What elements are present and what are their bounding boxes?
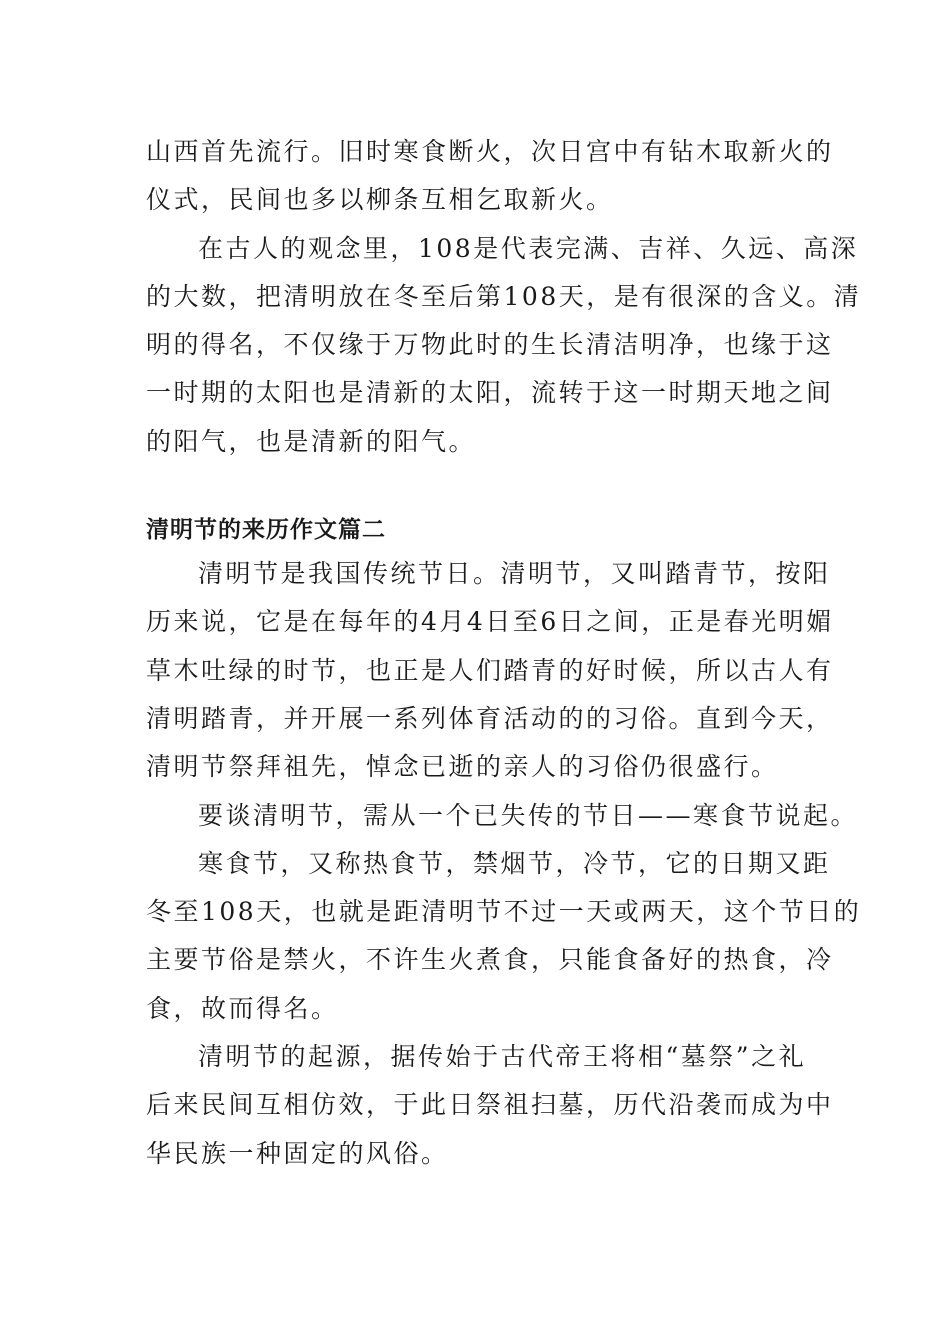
text-line: 冬至108天，也就是距清明节不过一天或两天，这个节日的: [146, 897, 862, 927]
text-line: 的阳气，也是清新的阳气。: [146, 426, 477, 456]
paragraph-hanshi-intro: [146, 792, 859, 840]
text-line: 要谈清明节，需从一个已失传的节日——寒食节说起。: [198, 800, 859, 830]
text-line: 历来说，它是在每年的4月4日至6日之间，正是春光明媚: [146, 607, 834, 637]
text-line: 后来民间互相仿效，于此日祭祖扫墓，历代沿袭而成为中: [146, 1090, 834, 1120]
section-gap: [146, 466, 812, 510]
text-line: 明的得名，不仅缘于万物此时的生长清洁明净，也缘于这: [146, 330, 834, 360]
text-line: 华民族一种固定的风俗。: [146, 1138, 449, 1168]
section-heading: 清明节的来历作文篇二: [146, 516, 386, 544]
text-line: 山西首先流行。旧时寒食断火，次日宫中有钻木取新火的: [146, 137, 834, 166]
text-line: 寒食节，又称热食节，禁烟节，冷节，它的日期又距: [198, 848, 831, 878]
document-body: [146, 128, 862, 1178]
paragraph-intro: [146, 550, 834, 791]
text-line: 清明踏青，并开展一系列体育活动的的习俗。直到今天，: [146, 703, 834, 733]
text-line: 在古人的观念里，108是代表完满、吉祥、久远、高深: [198, 233, 859, 263]
paragraph-108-meaning: [146, 225, 862, 466]
text-line: 清明节是我国传统节日。清明节，又叫踏青节，按阳: [198, 559, 831, 589]
text-line: 清明节祭拜祖先，悼念已逝的亲人的习俗仍很盛行。: [146, 752, 779, 782]
text-line: 食，故而得名。: [146, 993, 339, 1023]
paragraph-hanshi-detail: [146, 840, 862, 1033]
text-line: 草木吐绿的时节，也正是人们踏青的好时候，所以古人有: [146, 655, 834, 685]
text-line: 清明节的起源，据传始于古代帝王将相“墓祭”之礼: [198, 1042, 807, 1072]
text-line: 主要节俗是禁火，不许生火煮食，只能食备好的热食，冷: [146, 945, 834, 975]
text-line: 仪式，民间也多以柳条互相乞取新火。: [146, 185, 614, 215]
paragraph-continuation: [146, 128, 834, 225]
text-line: 的大数，把清明放在冬至后第108天，是有很深的含义。清: [146, 281, 862, 311]
text-line: 一时期的太阳也是清新的太阳，流转于这一时期天地之间: [146, 378, 834, 408]
paragraph-origin: [146, 1033, 834, 1178]
